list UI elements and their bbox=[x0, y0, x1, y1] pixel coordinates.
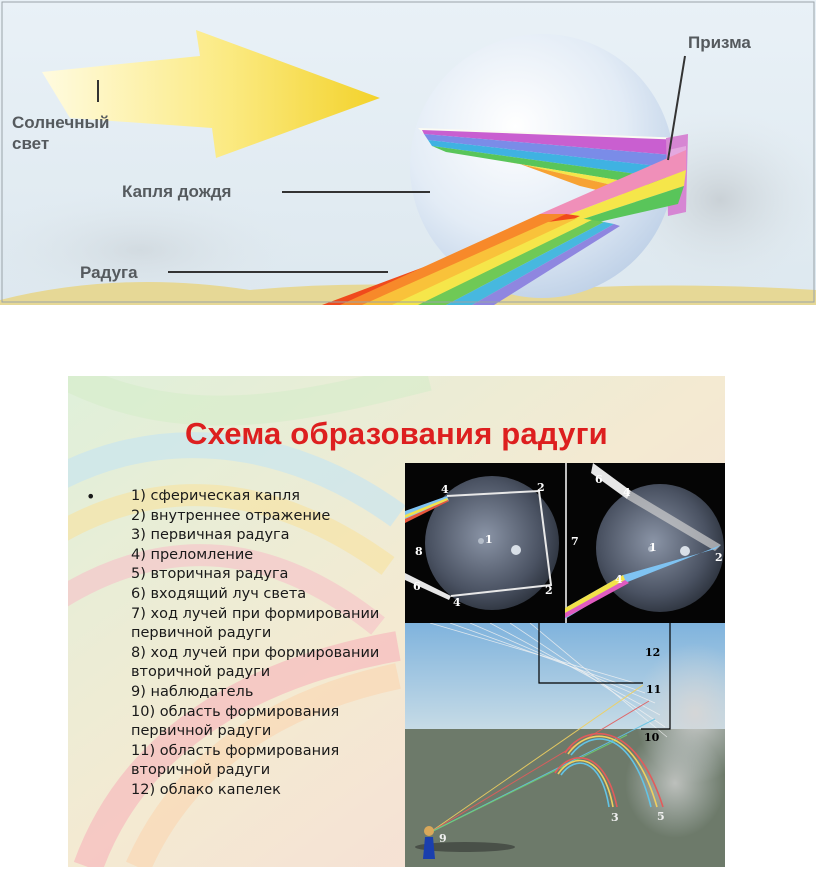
legend-text: первичной радуги bbox=[131, 723, 272, 740]
label-n10: 10 bbox=[644, 731, 660, 744]
legend-item bbox=[131, 507, 406, 527]
legend-text: 2) внутреннее отражение bbox=[131, 507, 331, 524]
observer-scene-art bbox=[405, 623, 725, 867]
label-n3: 3 bbox=[611, 811, 619, 824]
label-n12: 12 bbox=[645, 646, 661, 659]
legend-list bbox=[86, 487, 406, 801]
secondary-ray-diagram bbox=[565, 463, 725, 623]
label-n9: 9 bbox=[439, 832, 447, 845]
label-n7: 7 bbox=[571, 535, 579, 548]
label-rainbow: Радуга bbox=[80, 263, 138, 282]
label-sunlight-line2: свет bbox=[12, 134, 50, 153]
label-n4a: 4 bbox=[623, 486, 631, 499]
drop-highlight bbox=[478, 538, 484, 544]
legend-item bbox=[131, 683, 406, 703]
legend-text: вторичной радуги bbox=[131, 762, 271, 779]
legend-text: 8) ход лучей при формировании bbox=[131, 644, 380, 661]
primary-ray-diagram bbox=[405, 463, 565, 623]
legend-item bbox=[131, 644, 406, 683]
legend-text: 4) преломление bbox=[131, 546, 254, 563]
observer-scene-diagram bbox=[405, 623, 725, 867]
label-n8: 8 bbox=[415, 545, 423, 558]
droplet-cloud bbox=[625, 728, 725, 838]
primary-ray-art bbox=[405, 463, 565, 623]
legend-text: вторичной радуги bbox=[131, 664, 271, 681]
legend-text: 11) область формирования bbox=[131, 742, 340, 759]
legend-item bbox=[131, 565, 406, 585]
label-n11: 11 bbox=[646, 683, 662, 696]
legend-item bbox=[131, 585, 406, 605]
legend-item bbox=[131, 703, 406, 742]
legend-text: 12) облако капелек bbox=[131, 781, 281, 798]
legend-text: 1) сферическая капля bbox=[131, 488, 300, 504]
slide-title: Схема образования радуги bbox=[185, 416, 608, 451]
legend-text: 5) вторичная радуга bbox=[131, 566, 289, 583]
label-n1: 1 bbox=[649, 541, 657, 554]
bullet: • bbox=[86, 487, 96, 506]
label-sunlight-line1: Солнечный bbox=[12, 113, 110, 132]
legend-text: 6) входящий луч света bbox=[131, 585, 307, 602]
label-n4a: 4 bbox=[441, 483, 449, 496]
legend-item bbox=[131, 781, 406, 801]
label-raindrop: Капля дождя bbox=[122, 182, 232, 201]
label-n2a: 2 bbox=[537, 481, 545, 494]
label-prism: Призма bbox=[688, 33, 751, 52]
legend-text: 9) наблюдатель bbox=[131, 683, 254, 700]
label-sunlight bbox=[12, 112, 109, 154]
legend-item bbox=[131, 526, 406, 546]
rainbow-formation-slide bbox=[68, 376, 725, 867]
legend bbox=[86, 487, 406, 801]
drop-highlight bbox=[511, 545, 521, 555]
prism-raindrop-illustration bbox=[0, 0, 816, 305]
legend-text: 3) первичная радуга bbox=[131, 527, 290, 544]
label-n6: 6 bbox=[595, 473, 603, 486]
label-n5: 5 bbox=[657, 810, 665, 823]
label-n4b: 4 bbox=[453, 596, 461, 609]
legend-text: первичной радуги bbox=[131, 625, 272, 642]
secondary-ray-art bbox=[565, 463, 725, 623]
drop-highlight bbox=[680, 546, 690, 556]
legend-item bbox=[131, 605, 406, 644]
legend-item bbox=[131, 487, 406, 507]
observer-body bbox=[423, 837, 435, 859]
label-n4b: 4 bbox=[615, 573, 623, 586]
label-n1: 1 bbox=[485, 533, 493, 546]
legend-text: 10) область формирования bbox=[131, 703, 340, 720]
legend-item bbox=[131, 546, 406, 566]
drop-sphere bbox=[596, 484, 724, 612]
label-n6: 6 bbox=[413, 580, 421, 593]
observer-head bbox=[424, 826, 434, 836]
legend-item bbox=[131, 742, 406, 781]
label-n2: 2 bbox=[715, 551, 723, 564]
legend-text: 7) ход лучей при формировании bbox=[131, 605, 380, 622]
label-n2b: 2 bbox=[545, 584, 553, 597]
